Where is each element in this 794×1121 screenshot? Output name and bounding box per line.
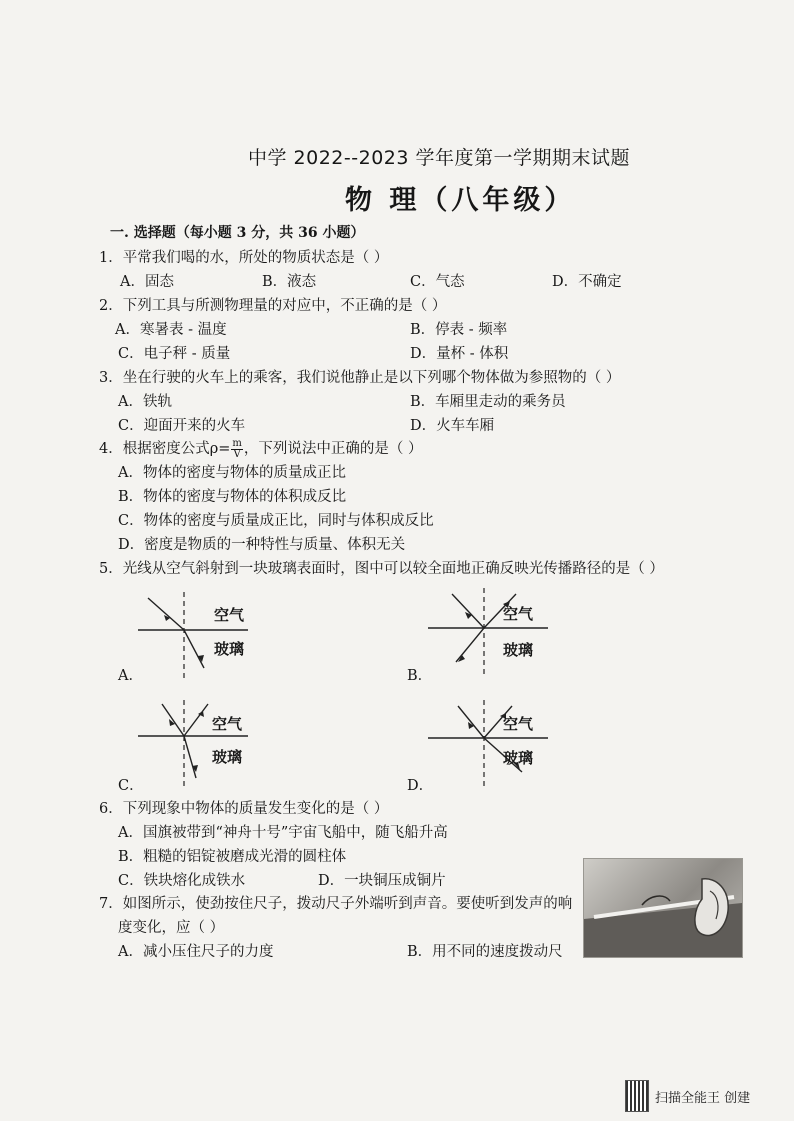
qr-code-icon [625,1080,649,1112]
q4-option-a: A．物体的密度与物体的质量成正比 [118,465,346,481]
q5-option-c: C． [118,778,144,794]
q6-option-b: B．粗糙的铝锭被磨成光滑的圆柱体 [118,849,347,865]
q3-option-d: D．火车车厢 [410,418,495,434]
diagram-a-glass-label: 玻璃 [214,640,245,658]
q4-stem-after: ，下列说法中正确的是（ ） [243,441,423,457]
diagram-b-glass-label: 玻璃 [503,641,534,659]
diagram-a-air-label: 空气 [214,606,245,624]
question-2-stem: 2．下列工具与所测物理量的对应中，不正确的是（ ） [99,298,447,314]
q6-option-d: D．一块铜压成铜片 [318,873,446,889]
question-1-stem: 1．平常我们喝的水，所处的物质状态是（ ） [99,250,389,266]
q2-option-c: C．电子秤 - 质量 [118,346,231,362]
q7-option-b: B．用不同的速度拨动尺 [407,944,563,960]
exam-subtitle: 物 理（八年级） [345,185,576,216]
q3-option-a: A．铁轨 [118,394,172,410]
formula-numerator: m [232,437,242,449]
question-7-stem-line1: 7．如图所示，使劲按住尺子，拨动尺子外端听到声音。要使听到发声的响 [99,896,573,912]
q5-option-a: A． [118,668,143,684]
q1-option-b: B．液态 [262,274,317,290]
question-3-stem: 3．坐在行驶的火车上的乘客，我们说他静止是以下列哪个物体做为参照物的（ ） [99,370,621,386]
q7-option-a: A．减小压住尺子的力度 [118,944,274,960]
scanner-badge [625,1080,750,1112]
question-4-stem [99,437,423,460]
q4-option-b: B．物体的密度与物体的体积成反比 [118,489,347,505]
diagram-b [418,588,558,678]
q4-option-c: C．物体的密度与质量成正比，同时与体积成反比 [118,513,434,529]
q4-stem-before: 4．根据密度公式ρ= [99,441,231,457]
diagram-c-glass-label: 玻璃 [212,748,243,766]
diagram-b-air-label: 空气 [503,605,534,623]
question-6-stem: 6．下列现象中物体的质量发生变化的是（ ） [99,801,389,817]
q2-option-d: D．量杯 - 体积 [410,346,509,362]
diagram-d [418,700,558,790]
diagram-c-air-label: 空气 [212,715,243,733]
ruler-photo [583,858,743,958]
q3-option-b: B．车厢里走动的乘务员 [410,394,566,410]
diagram-d-glass-label: 玻璃 [503,749,534,767]
q5-option-d: D． [407,778,434,794]
question-5-stem: 5．光线从空气斜射到一块玻璃表面时，图中可以较全面地正确反映光传播路径的是（ ） [99,561,664,577]
q6-option-c: C．铁块熔化成铁水 [118,873,246,889]
section-heading: 一. 选择题（每小题 3 分，共 36 小题） [110,225,365,241]
ruler-illustration [584,859,742,957]
q6-option-a: A．国旗被带到“神舟十号”宇宙飞船中，随飞船升高 [118,825,448,841]
q1-option-a: A．固态 [120,274,174,290]
formula-denominator: V [233,448,241,460]
diagram-d-air-label: 空气 [503,715,534,733]
q1-option-d: D．不确定 [552,274,622,290]
q2-option-a: A．寒暑表 - 温度 [115,322,227,338]
q2-option-b: B．停表 - 频率 [410,322,508,338]
q4-option-d: D．密度是物质的一种特性与质量、体积无关 [118,537,406,553]
exam-title: 中学 2022--2023 学年度第一学期期末试题 [248,147,630,169]
question-7-stem-line2: 度变化，应（ ） [118,920,225,936]
q5-option-b: B． [407,668,433,684]
density-formula [231,439,242,460]
q1-option-c: C．气态 [410,274,465,290]
scanner-label: 扫描全能王 创建 [655,1090,751,1106]
q3-option-c: C．迎面开来的火车 [118,418,246,434]
